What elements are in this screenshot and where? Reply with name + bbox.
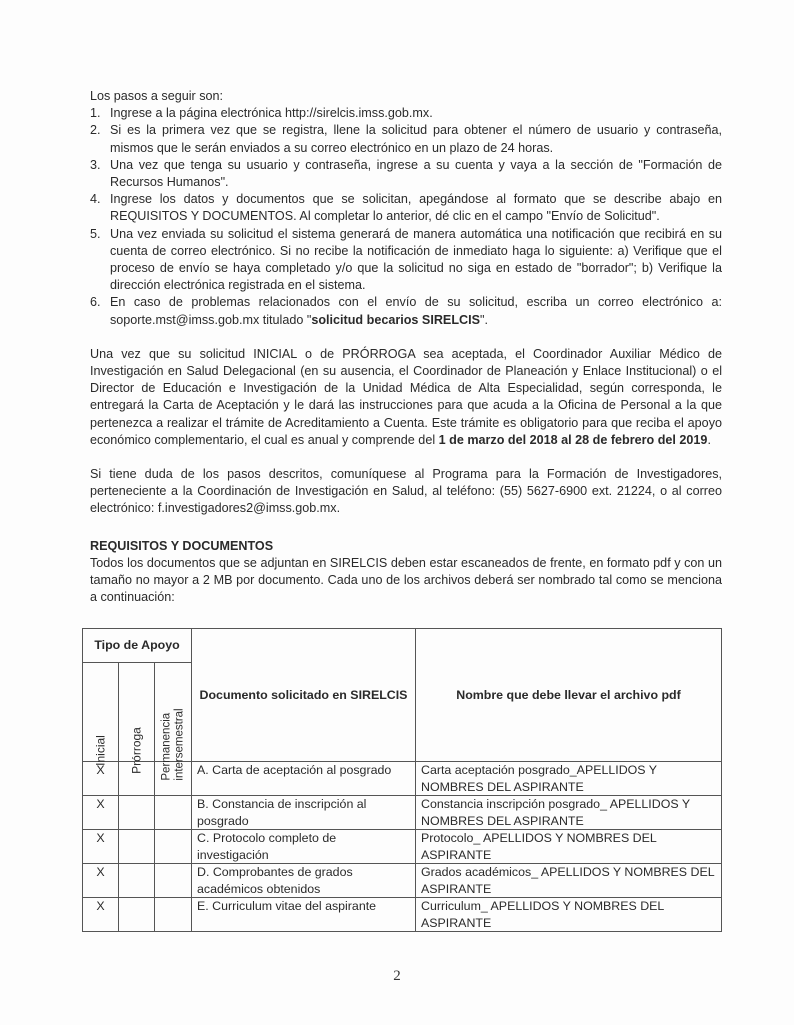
document-header: Documento solicitado en SIRELCIS <box>192 629 416 762</box>
step-text: Una vez que tenga su usuario y contraseña, ingrese a su cuenta y vaya a la sección de "Formación de Recursos Humanos". <box>110 157 722 190</box>
document-cell: D. Comprobantes de grados académicos obtenidos <box>192 864 416 898</box>
step-item <box>90 157 722 191</box>
step-item <box>90 294 722 328</box>
table-row <box>83 830 722 864</box>
prorroga-cell <box>119 796 155 830</box>
support-period: 1 de marzo del 2018 al 28 de febrero del 2019 <box>438 432 708 447</box>
document-cell: A. Carta de aceptación al posgrado <box>192 762 416 796</box>
prorroga-cell <box>119 830 155 864</box>
table-row <box>83 898 722 932</box>
step-number: 1. <box>90 106 101 121</box>
step-number: 2. <box>90 123 101 138</box>
step-number: 3. <box>90 157 101 172</box>
step-number: 6. <box>90 295 101 310</box>
permanencia-cell <box>155 830 192 864</box>
step-text: En caso de problemas relacionados con el envío de su solicitud, escriba un correo electrónico a: soporte.mst@imss.gob.mx titulado " <box>110 295 722 327</box>
step-text-end: ". <box>480 312 488 327</box>
step-number: 5. <box>90 226 101 241</box>
step-item <box>90 122 722 156</box>
inicial-cell: X <box>83 796 119 830</box>
inicial-cell: X <box>83 864 119 898</box>
step-item <box>90 191 722 225</box>
filename-cell: Curriculum_ APELLIDOS Y NOMBRES DEL ASPIRANTE <box>416 898 722 932</box>
filename-cell: Protocolo_ APELLIDOS Y NOMBRES DEL ASPIRANTE <box>416 830 722 864</box>
table-row <box>83 864 722 898</box>
section-title: REQUISITOS Y DOCUMENTOS <box>90 538 274 553</box>
step-number: 4. <box>90 192 101 207</box>
prorroga-cell <box>119 864 155 898</box>
step-text: Si es la primera vez que se registra, llene la solicitud para obtener el número de usuario y contraseña, mismos que le serán enviados a su correo electrónico en un plazo de 24 horas. <box>110 123 722 155</box>
documents-table <box>82 628 722 932</box>
table-header-row <box>83 629 722 663</box>
document-cell: B. Constancia de inscripción al posgrado <box>192 796 416 830</box>
email-subject: solicitud becarios SIRELCIS <box>311 312 481 327</box>
filename-cell: Carta aceptación posgrado_APELLIDOS Y NOMBRES DEL ASPIRANTE <box>416 762 722 796</box>
document-body <box>90 88 722 606</box>
prorroga-cell <box>119 898 155 932</box>
filename-cell: Constancia inscripción posgrado_ APELLIDOS Y NOMBRES DEL ASPIRANTE <box>416 796 722 830</box>
support-type-header: Tipo de Apoyo <box>83 629 192 663</box>
filename-header: Nombre que debe llevar el archivo pdf <box>416 629 722 762</box>
inicial-header: Inicial <box>83 663 119 762</box>
document-cell: C. Protocolo completo de investigación <box>192 830 416 864</box>
document-cell: E. Curriculum vitae del aspirante <box>192 898 416 932</box>
steps-list <box>90 105 722 329</box>
step-item <box>90 226 722 295</box>
page-number: 2 <box>393 968 401 984</box>
inicial-cell: X <box>83 898 119 932</box>
intro-text: Los pasos a seguir son: <box>90 89 224 103</box>
permanencia-header: Permanencia intersemestral <box>155 663 192 762</box>
inicial-cell: X <box>83 762 119 796</box>
inicial-cell: X <box>83 830 119 864</box>
section-text: Todos los documentos que se adjuntan en SIRELCIS deben estar escaneados de frente, en formato pdf y con un tamaño no mayor a 2 MB por documento. Cada uno de los archivos deberá ser nombrado tal como se menciona a continuación: <box>90 555 722 605</box>
acceptance-text: Una vez que su solicitud INICIAL o de PRÓRROGA sea aceptada, el Coordinador Auxiliar Médico de Investigación en Salud Delegacional (en su ausencia, el Coordinador de Planeación y Enlace Institucional) o el Director de Educación e Investigación de la Unidad Médica de Alta Especialidad, según corresponda, le entregará la Carta de Aceptación y le dará las instrucciones para que acuda a la Oficina de Personal a la que pertenezca a realizar el trámite de Acreditamiento a Cuenta. Este trámite es obligatorio para que reciba el apoyo económico complementario, el cual es anual y comprende del <box>90 346 722 447</box>
filename-cell: Grados académicos_ APELLIDOS Y NOMBRES DEL ASPIRANTE <box>416 864 722 898</box>
table-row <box>83 796 722 830</box>
permanencia-cell <box>155 796 192 830</box>
prorroga-header: Prórroga <box>119 663 155 762</box>
step-item <box>90 105 722 122</box>
permanencia-cell <box>155 898 192 932</box>
acceptance-paragraph: Una vez que su solicitud INICIAL o de PRÓRROGA sea aceptada, el Coordinador Auxiliar Médico de Investigación en Salud Delegacional (en su ausencia, el Coordinador de Planeación y Enlace Institucional) o el Director de Educación e Investigación de la Unidad Médica de Alta Especialidad, según corresponda, le entregará la Carta de Aceptación y le dará las instrucciones para que acuda a la Oficina de Personal a la que pertenezca a realizar el trámite de Acreditamiento a Cuenta. Este trámite es obligatorio para que reciba el apoyo económico complementario, el cual es anual y comprende del 1 de marzo del 2018 al 28 de febrero del 2019. <box>90 346 722 447</box>
step-text: Ingrese los datos y documentos que se solicitan, apegándose al formato que se describe abajo en REQUISITOS Y DOCUMENTOS. Al completar lo anterior, dé clic en el campo "Envío de Solicitud". <box>110 192 722 224</box>
contact-paragraph: Si tiene duda de los pasos descritos, comuníquese al Programa para la Formación de Investigadores, perteneciente a la Coordinación de Investigación en Salud, al teléfono: (55) 5627-6900 ext. 21224, o al correo electrónico: f.investigadores2@imss.gob.mx. <box>90 467 722 516</box>
step-text: Una vez enviada su solicitud el sistema generará de manera automática una notificación que recibirá en su cuenta de correo electrónico. Si no recibe la notificación de inmediato haga lo siguiente: a) Verifique que el proceso de envío se haya completado y/o que la solicitud no siga en estado de "borrador"; b) Verifique la dirección electrónica registrada en el sistema. <box>110 226 722 293</box>
permanencia-cell <box>155 864 192 898</box>
step-text: Ingrese a la página electrónica http://sirelcis.imss.gob.mx. <box>110 106 433 121</box>
